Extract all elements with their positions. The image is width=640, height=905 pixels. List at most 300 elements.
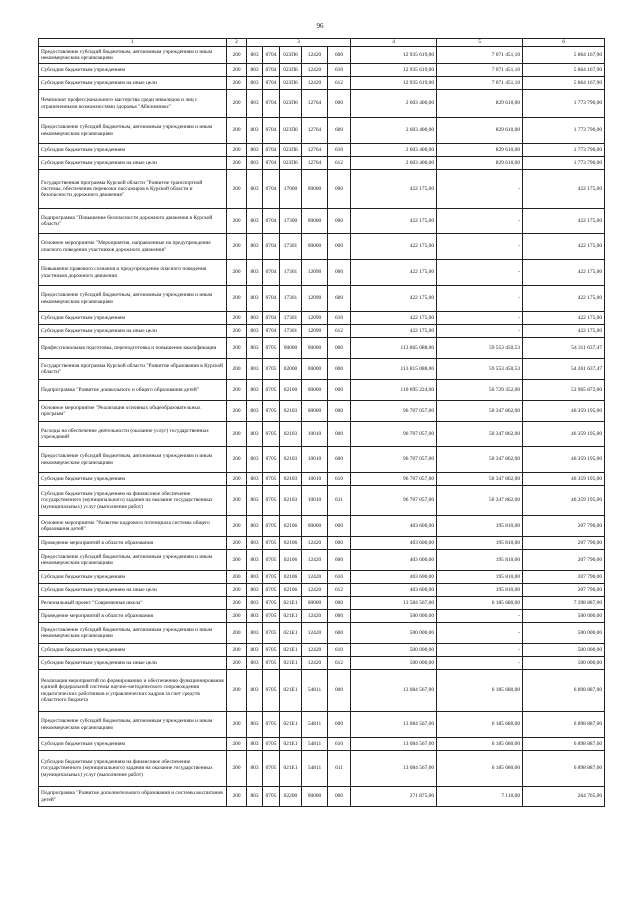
row-name: Повышение правового сознания и предупреждение опасного поведения участников дорожного движения [39, 260, 227, 286]
table-row [39, 610, 605, 623]
table-row [39, 644, 605, 657]
row-name: Субсидии бюджетным учреждениям [39, 644, 227, 657]
remainder-amount: 500 000,00 [523, 623, 605, 644]
admin-code: 200 [227, 597, 247, 610]
direction-code: 02106 [280, 584, 302, 597]
admin-code: 200 [227, 644, 247, 657]
section-code: 803 [247, 751, 263, 787]
admin-code: 200 [227, 325, 247, 338]
direction-code: 021E1 [280, 610, 302, 623]
row-name: Основное мероприятие "Мероприятия, направленные на предупреждение опасного поведения участников дорожного движения" [39, 234, 227, 260]
program-code: 0705 [263, 380, 280, 401]
admin-code: 200 [227, 623, 247, 644]
subsection-code: 000 [328, 234, 351, 260]
direction-code: 02000 [280, 359, 302, 380]
executed-amount: 829 610,00 [437, 118, 523, 144]
executed-amount: 195 810,00 [437, 584, 523, 597]
remainder-amount: 5 864 167,90 [523, 77, 605, 90]
plan-amount: 422 175,00 [351, 325, 437, 338]
expense-type-code: 00000 [302, 401, 328, 422]
program-code: 0705 [263, 623, 280, 644]
table-row [39, 118, 605, 144]
program-code: 0704 [263, 118, 280, 144]
program-code: 0705 [263, 751, 280, 787]
remainder-amount: 422 175,00 [523, 260, 605, 286]
executed-amount: 56 729 352,00 [437, 380, 523, 401]
expense-type-code: 10010 [302, 447, 328, 473]
plan-amount: 500 000,00 [351, 623, 437, 644]
direction-code: 023П6 [280, 77, 302, 90]
section-code: 803 [247, 644, 263, 657]
remainder-amount: 422 175,00 [523, 209, 605, 234]
section-code: 803 [247, 286, 263, 312]
executed-amount: 6 185 680,00 [437, 597, 523, 610]
executed-amount: 195 810,00 [437, 571, 523, 584]
program-code: 0704 [263, 77, 280, 90]
table-row [39, 170, 605, 209]
admin-code: 200 [227, 422, 247, 447]
table-row [39, 516, 605, 537]
plan-amount: 13 084 567,00 [351, 712, 437, 738]
expense-type-code: 54811 [302, 738, 328, 751]
plan-amount: 13 084 567,00 [351, 670, 437, 712]
subsection-code: 612 [328, 584, 351, 597]
plan-amount: 2 603 400,00 [351, 118, 437, 144]
table-row [39, 338, 605, 359]
program-code: 0704 [263, 64, 280, 77]
section-code: 803 [247, 338, 263, 359]
subsection-code: 600 [328, 286, 351, 312]
row-name: Предоставление субсидий бюджетным, автономным учреждениям и иным некоммерческим организациям [39, 550, 227, 571]
expense-type-code: 12764 [302, 118, 328, 144]
direction-code: 17301 [280, 325, 302, 338]
remainder-amount: 6 898 887,00 [523, 751, 605, 787]
admin-code: 200 [227, 47, 247, 64]
admin-code: 200 [227, 657, 247, 670]
subsection-code: 600 [328, 712, 351, 738]
expense-type-code: 12420 [302, 584, 328, 597]
executed-amount: - [437, 610, 523, 623]
program-code: 0704 [263, 325, 280, 338]
direction-code: 17301 [280, 286, 302, 312]
direction-code: 021E1 [280, 657, 302, 670]
program-code: 0704 [263, 312, 280, 325]
executed-amount: - [437, 260, 523, 286]
expense-type-code: 10010 [302, 473, 328, 486]
subsection-code: 610 [328, 473, 351, 486]
direction-code: 021E1 [280, 670, 302, 712]
executed-amount: 50 347 862,00 [437, 422, 523, 447]
executed-amount: - [437, 209, 523, 234]
subsection-code: 600 [328, 47, 351, 64]
program-code: 0705 [263, 610, 280, 623]
section-code: 803 [247, 516, 263, 537]
table-row [39, 584, 605, 597]
section-code: 803 [247, 738, 263, 751]
subsection-code: 000 [328, 380, 351, 401]
remainder-amount: 207 790,00 [523, 537, 605, 550]
direction-code: 00000 [280, 338, 302, 359]
plan-amount: 13 584 567,00 [351, 597, 437, 610]
table-row [39, 486, 605, 516]
subsection-code: 611 [328, 486, 351, 516]
direction-code: 023П6 [280, 118, 302, 144]
remainder-amount: 54 311 637,47 [523, 338, 605, 359]
table-row [39, 473, 605, 486]
header-cell-executed: 5 [437, 39, 523, 47]
program-code: 0705 [263, 670, 280, 712]
subsection-code: 610 [328, 571, 351, 584]
section-code: 803 [247, 157, 263, 170]
executed-amount: 50 347 862,00 [437, 401, 523, 422]
executed-amount: - [437, 312, 523, 325]
executed-amount: 829 610,00 [437, 144, 523, 157]
admin-code: 200 [227, 157, 247, 170]
admin-code: 200 [227, 610, 247, 623]
program-code: 0705 [263, 473, 280, 486]
subsection-code: 000 [328, 610, 351, 623]
admin-code: 200 [227, 144, 247, 157]
subsection-code: 600 [328, 550, 351, 571]
table-row [39, 447, 605, 473]
subsection-code: 000 [328, 260, 351, 286]
row-name: Основное мероприятие "Реализация основных общеобразовательных программ" [39, 401, 227, 422]
plan-amount: 13 084 567,00 [351, 738, 437, 751]
program-code: 0705 [263, 486, 280, 516]
table-row [39, 312, 605, 325]
subsection-code: 000 [328, 359, 351, 380]
table-row [39, 422, 605, 447]
plan-amount: 403 600,00 [351, 584, 437, 597]
program-code: 0704 [263, 170, 280, 209]
plan-amount: 2 603 400,00 [351, 90, 437, 118]
executed-amount: - [437, 644, 523, 657]
plan-amount: 96 707 057,00 [351, 486, 437, 516]
plan-amount: 422 175,00 [351, 209, 437, 234]
program-code: 0705 [263, 338, 280, 359]
program-code: 0705 [263, 738, 280, 751]
direction-code: 02106 [280, 537, 302, 550]
row-name: Предоставление субсидий бюджетным, автономным учреждениям и иным некоммерческим организациям [39, 712, 227, 738]
section-code: 803 [247, 170, 263, 209]
executed-amount: 50 347 862,00 [437, 447, 523, 473]
direction-code: 023П6 [280, 47, 302, 64]
subsection-code: 610 [328, 312, 351, 325]
subsection-code: 000 [328, 787, 351, 807]
section-code: 803 [247, 610, 263, 623]
admin-code: 200 [227, 401, 247, 422]
executed-amount: 6 185 680,00 [437, 670, 523, 712]
table-row [39, 64, 605, 77]
table-row [39, 670, 605, 712]
admin-code: 200 [227, 447, 247, 473]
subsection-code: 000 [328, 209, 351, 234]
admin-code: 200 [227, 234, 247, 260]
remainder-amount: 54 261 637,47 [523, 359, 605, 380]
program-code: 0705 [263, 597, 280, 610]
expense-type-code: 00000 [302, 597, 328, 610]
header-cell-codes: 3 [247, 39, 351, 47]
program-code: 0704 [263, 157, 280, 170]
section-code: 803 [247, 209, 263, 234]
row-name: Субсидии бюджетным учреждениям на иные цели [39, 157, 227, 170]
subsection-code: 000 [328, 516, 351, 537]
table-row [39, 550, 605, 571]
table-row [39, 325, 605, 338]
section-code: 803 [247, 90, 263, 118]
table-row [39, 260, 605, 286]
executed-amount: 195 810,00 [437, 516, 523, 537]
direction-code: 021E1 [280, 644, 302, 657]
program-code: 0705 [263, 657, 280, 670]
row-name: Реализация мероприятий по формированию и обеспечению функционирования единой федеральной системы научно-методического сопровождения педагогических работников и управленческих кадров за счет средств областного бюджета [39, 670, 227, 712]
table-row [39, 380, 605, 401]
remainder-amount: 422 175,00 [523, 234, 605, 260]
executed-amount: 6 185 680,00 [437, 751, 523, 787]
header-cell-plan: 4 [351, 39, 437, 47]
table-row [39, 157, 605, 170]
row-name: Субсидии бюджетным учреждениям на иные цели [39, 77, 227, 90]
expense-type-code: 12420 [302, 550, 328, 571]
executed-amount: - [437, 623, 523, 644]
remainder-amount: 5 864 167,90 [523, 47, 605, 64]
section-code: 803 [247, 260, 263, 286]
program-code: 0705 [263, 422, 280, 447]
row-name: Проведение мероприятий в области образования [39, 537, 227, 550]
section-code: 803 [247, 550, 263, 571]
row-name: Субсидии бюджетным учреждениям [39, 144, 227, 157]
section-code: 803 [247, 473, 263, 486]
table-row [39, 234, 605, 260]
table-row [39, 47, 605, 64]
plan-amount: 403 600,00 [351, 537, 437, 550]
expense-type-code: 12420 [302, 64, 328, 77]
remainder-amount: 46 359 195,00 [523, 447, 605, 473]
remainder-amount: 207 790,00 [523, 550, 605, 571]
header-row [39, 39, 605, 47]
expense-type-code: 12420 [302, 537, 328, 550]
plan-amount: 403 600,00 [351, 571, 437, 584]
section-code: 803 [247, 118, 263, 144]
executed-amount: 195 810,00 [437, 550, 523, 571]
admin-code: 200 [227, 286, 247, 312]
admin-code: 200 [227, 380, 247, 401]
admin-code: 200 [227, 738, 247, 751]
admin-code: 200 [227, 209, 247, 234]
admin-code: 200 [227, 571, 247, 584]
plan-amount: 110 695 224,00 [351, 380, 437, 401]
direction-code: 02103 [280, 486, 302, 516]
plan-amount: 403 600,00 [351, 550, 437, 571]
program-code: 0704 [263, 209, 280, 234]
plan-amount: 500 000,00 [351, 657, 437, 670]
row-name: Субсидии бюджетным учреждениям [39, 64, 227, 77]
admin-code: 200 [227, 712, 247, 738]
executed-amount: - [437, 286, 523, 312]
row-name: Предоставление субсидий бюджетным, автономным учреждениям и иным некоммерческим организациям [39, 447, 227, 473]
plan-amount: 96 707 057,00 [351, 447, 437, 473]
remainder-amount: 7 398 887,00 [523, 597, 605, 610]
section-code: 803 [247, 571, 263, 584]
direction-code: 023П6 [280, 157, 302, 170]
remainder-amount: 5 864 167,90 [523, 64, 605, 77]
direction-code: 02103 [280, 422, 302, 447]
admin-code: 200 [227, 751, 247, 787]
plan-amount: 113 865 088,00 [351, 338, 437, 359]
admin-code: 200 [227, 787, 247, 807]
table-row [39, 359, 605, 380]
admin-code: 200 [227, 359, 247, 380]
program-code: 0705 [263, 401, 280, 422]
plan-amount: 12 935 619,00 [351, 77, 437, 90]
section-code: 803 [247, 312, 263, 325]
plan-amount: 2 603 400,00 [351, 144, 437, 157]
budget-table [38, 38, 605, 807]
row-name: Предоставление субсидий бюджетным, автономным учреждениям и иным некоммерческим организациям [39, 286, 227, 312]
admin-code: 200 [227, 338, 247, 359]
direction-code: 021E1 [280, 597, 302, 610]
table-row [39, 401, 605, 422]
expense-type-code: 54811 [302, 751, 328, 787]
direction-code: 023П6 [280, 90, 302, 118]
program-code: 0705 [263, 359, 280, 380]
plan-amount: 96 707 057,00 [351, 473, 437, 486]
table-row [39, 537, 605, 550]
executed-amount: 7 110,00 [437, 787, 523, 807]
admin-code: 200 [227, 584, 247, 597]
program-code: 0704 [263, 260, 280, 286]
subsection-code: 612 [328, 657, 351, 670]
section-code: 803 [247, 234, 263, 260]
row-name: Расходы на обеспечение деятельности (оказание услуг) государственных учреждений [39, 422, 227, 447]
expense-type-code: 12420 [302, 77, 328, 90]
remainder-amount: 53 965 872,00 [523, 380, 605, 401]
table-row [39, 623, 605, 644]
section-code: 803 [247, 623, 263, 644]
admin-code: 200 [227, 77, 247, 90]
subsection-code: 600 [328, 447, 351, 473]
remainder-amount: 6 898 887,00 [523, 738, 605, 751]
subsection-code: 000 [328, 537, 351, 550]
row-name: Подпрограмма "Развитие дополнительного образования и системы воспитания детей" [39, 787, 227, 807]
table-row [39, 597, 605, 610]
row-name: Предоставление субсидий бюджетным, автономным учреждениям и иным некоммерческим организациям [39, 47, 227, 64]
expense-type-code: 12420 [302, 623, 328, 644]
executed-amount: 829 610,00 [437, 90, 523, 118]
remainder-amount: 46 359 195,00 [523, 401, 605, 422]
row-name: Предоставление субсидий бюджетным, автономным учреждениям и иным некоммерческим организациям [39, 118, 227, 144]
row-name: Региональный проект "Современная школа" [39, 597, 227, 610]
row-name: Субсидии бюджетным учреждениям [39, 473, 227, 486]
admin-code: 200 [227, 170, 247, 209]
executed-amount: - [437, 234, 523, 260]
program-code: 0704 [263, 90, 280, 118]
remainder-amount: 46 359 195,00 [523, 422, 605, 447]
plan-amount: 12 935 619,00 [351, 64, 437, 77]
subsection-code: 000 [328, 338, 351, 359]
table-row [39, 77, 605, 90]
expense-type-code: 00000 [302, 516, 328, 537]
program-code: 0704 [263, 47, 280, 64]
executed-amount: 7 071 451,10 [437, 77, 523, 90]
executed-amount: 6 185 680,00 [437, 738, 523, 751]
expense-type-code: 00000 [302, 359, 328, 380]
remainder-amount: 1 773 790,00 [523, 144, 605, 157]
row-name: Профессиональная подготовка, переподготовка и повышение квалификации [39, 338, 227, 359]
section-code: 803 [247, 787, 263, 807]
subsection-code: 612 [328, 77, 351, 90]
executed-amount: 829 610,00 [437, 157, 523, 170]
direction-code: 02106 [280, 571, 302, 584]
remainder-amount: 422 175,00 [523, 286, 605, 312]
plan-amount: 422 175,00 [351, 170, 437, 209]
table-row [39, 90, 605, 118]
admin-code: 200 [227, 537, 247, 550]
subsection-code: 612 [328, 157, 351, 170]
expense-type-code: 00000 [302, 234, 328, 260]
table-row [39, 657, 605, 670]
plan-amount: 422 175,00 [351, 234, 437, 260]
subsection-code: 000 [328, 170, 351, 209]
row-name: Субсидии бюджетным учреждениям на иные цели [39, 325, 227, 338]
header-cell-remainder: 6 [523, 39, 605, 47]
header-cell-name: 1 [39, 39, 227, 47]
subsection-code: 610 [328, 144, 351, 157]
admin-code: 200 [227, 90, 247, 118]
row-name: Предоставление субсидий бюджетным, автономным учреждениям и иным некоммерческим организациям [39, 623, 227, 644]
expense-type-code: 12420 [302, 610, 328, 623]
remainder-amount: 422 175,00 [523, 312, 605, 325]
expense-type-code: 12420 [302, 644, 328, 657]
expense-type-code: 12420 [302, 571, 328, 584]
table-row [39, 571, 605, 584]
row-name: Подпрограмма "Развитие дошкольного и общего образования детей" [39, 380, 227, 401]
admin-code: 200 [227, 516, 247, 537]
remainder-amount: 6 898 887,00 [523, 670, 605, 712]
subsection-code: 610 [328, 644, 351, 657]
subsection-code: 600 [328, 118, 351, 144]
direction-code: 02103 [280, 473, 302, 486]
plan-amount: 13 084 567,00 [351, 751, 437, 787]
expense-type-code: 12764 [302, 90, 328, 118]
program-code: 0705 [263, 584, 280, 597]
expense-type-code: 12090 [302, 260, 328, 286]
executed-amount: - [437, 657, 523, 670]
section-code: 803 [247, 359, 263, 380]
executed-amount: - [437, 170, 523, 209]
section-code: 803 [247, 380, 263, 401]
direction-code: 17301 [280, 260, 302, 286]
subsection-code: 610 [328, 64, 351, 77]
admin-code: 200 [227, 670, 247, 712]
program-code: 0705 [263, 447, 280, 473]
table-row [39, 751, 605, 787]
row-name: Субсидии бюджетным учреждениям на финансовое обеспечение государственного (муниципального) задания на оказание государственных (муниципальных) услуг (выполнение работ) [39, 486, 227, 516]
row-name: Чемпионат профессионального мастерства среди инвалидов и лиц с ограниченными возможностями здоровья "Абилимпикс" [39, 90, 227, 118]
executed-amount: 7 071 451,10 [437, 47, 523, 64]
program-code: 0705 [263, 516, 280, 537]
executed-amount: - [437, 325, 523, 338]
remainder-amount: 264 765,00 [523, 787, 605, 807]
program-code: 0705 [263, 550, 280, 571]
executed-amount: 195 810,00 [437, 537, 523, 550]
direction-code: 17301 [280, 234, 302, 260]
admin-code: 200 [227, 473, 247, 486]
plan-amount: 500 000,00 [351, 610, 437, 623]
subsection-code: 000 [328, 597, 351, 610]
header-cell-admin: 2 [227, 39, 247, 47]
direction-code: 02106 [280, 550, 302, 571]
